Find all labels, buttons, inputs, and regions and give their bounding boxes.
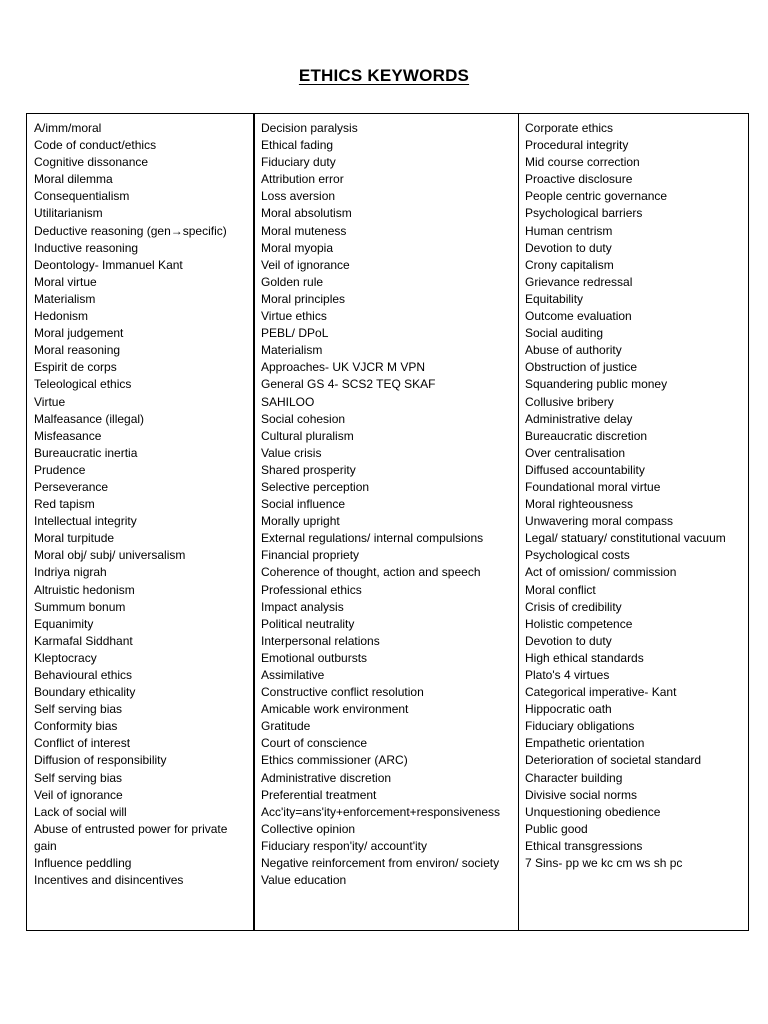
keyword-item: Outcome evaluation (525, 309, 632, 324)
keyword-item: Political neutrality (261, 616, 355, 631)
keyword-item: Foundational moral virtue (525, 479, 661, 494)
keyword-item: Unwavering moral compass (525, 514, 674, 529)
keyword-item: Impact analysis (261, 599, 344, 614)
keyword-item: Moral muteness (261, 223, 347, 238)
keyword-item: Golden rule (261, 274, 324, 289)
keyword-item: Proactive disclosure (525, 172, 633, 187)
keywords-list-3 (525, 120, 748, 872)
keyword-item: Obstruction of justice (525, 360, 638, 375)
keyword-item: Karmafal Siddhant (34, 633, 133, 648)
keyword-item: Collusive bribery (525, 394, 614, 409)
keyword-item: Character building (525, 770, 623, 785)
keyword-item: Professional ethics (261, 582, 362, 597)
keyword-item: Fiduciary obligations (525, 719, 635, 734)
keyword-item: External regulations/ internal compulsions (261, 531, 484, 546)
keyword-item: Public good (525, 821, 588, 836)
keyword-item: Misfeasance (34, 428, 102, 443)
keyword-item: Devotion to duty (525, 240, 612, 255)
keyword-item: Devotion to duty (525, 633, 612, 648)
keyword-item: Unquestioning obedience (525, 804, 661, 819)
keyword-item: Consequentialism (34, 189, 130, 204)
keyword-item: SAHILOO (261, 394, 315, 409)
keyword-item: Moral obj/ subj/ universalism (34, 548, 186, 563)
keyword-item: Equanimity (34, 616, 94, 631)
keyword-item: Hedonism (34, 309, 89, 324)
keyword-item: A/imm/moral (34, 121, 102, 135)
keyword-item: Espirit de corps (34, 360, 117, 375)
keyword-item: Bureaucratic inertia (34, 445, 138, 460)
keyword-item: People centric governance (525, 189, 668, 204)
keyword-item: Red tapism (34, 497, 95, 512)
keyword-item: Grievance redressal (525, 274, 633, 289)
page-title: ETHICS KEYWORDS (298, 66, 470, 85)
keyword-item: Moral myopia (261, 240, 334, 255)
keyword-item: Social influence (261, 497, 346, 512)
keyword-item: Bureaucratic discretion (525, 428, 648, 443)
keyword-item: Preferential treatment (261, 787, 377, 802)
keyword-item: Moral judgement (34, 326, 124, 341)
keyword-item: Code of conduct/ethics (34, 138, 157, 153)
keyword-item: Administrative discretion (261, 770, 392, 785)
keyword-item: Legal/ statuary/ constitutional vacuum (525, 531, 726, 546)
keywords-list-2 (261, 120, 518, 889)
keyword-item: Moral virtue (34, 274, 97, 289)
keyword-item: Court of conscience (261, 736, 368, 751)
keyword-item: Veil of ignorance (261, 257, 350, 272)
keyword-item: Cognitive dissonance (34, 155, 149, 170)
keyword-item: Morally upright (261, 514, 340, 529)
keyword-item: Cultural pluralism (261, 428, 354, 443)
keyword-item: Social auditing (525, 326, 604, 341)
keyword-item: Incentives and disincentives (34, 873, 184, 888)
keyword-item: Ethical transgressions (525, 838, 643, 853)
keyword-item: Social cohesion (261, 411, 346, 426)
keyword-item: Diffusion of responsibility (34, 753, 167, 768)
keyword-item: Influence peddling (34, 856, 132, 871)
keyword-item: Value crisis (261, 445, 322, 460)
keyword-item: Self serving bias (34, 770, 123, 785)
keyword-item: Malfeasance (illegal) (34, 411, 145, 426)
keyword-item: High ethical standards (525, 650, 644, 665)
keyword-item: General GS 4- SCS2 TEQ SKAF (261, 377, 436, 392)
keyword-item: Inductive reasoning (34, 240, 139, 255)
keyword-item: Divisive social norms (525, 787, 638, 802)
keyword-item: Plato's 4 virtues (525, 668, 610, 682)
keyword-item: Acc'ity=ans'ity+enforcement+responsiveness (261, 804, 501, 819)
keyword-item: Moral dilemma (34, 172, 113, 187)
keyword-item: Altruistic hedonism (34, 582, 135, 597)
keyword-item: Moral reasoning (34, 343, 121, 358)
keyword-item: Boundary ethicality (34, 685, 136, 700)
keyword-item: 7 Sins- pp we kc cm ws sh pc (525, 856, 683, 871)
keyword-item: Teleological ethics (34, 377, 132, 392)
keyword-item: Moral absolutism (261, 206, 352, 221)
keyword-item: Psychological barriers (525, 206, 643, 221)
keyword-item: Behavioural ethics (34, 668, 133, 682)
keyword-item: Value education (261, 873, 347, 888)
keyword-item: Psychological costs (525, 548, 630, 563)
keywords-list-1 (34, 120, 253, 889)
keyword-item: Hippocratic oath (525, 702, 612, 717)
keyword-item: Loss aversion (261, 189, 336, 204)
keyword-item: Materialism (261, 343, 323, 358)
keyword-item: Prudence (34, 462, 86, 477)
keyword-item: Approaches- UK VJCR M VPN (261, 360, 426, 375)
keyword-item: Financial propriety (261, 548, 360, 563)
keyword-item: Moral turpitude (34, 531, 115, 546)
keyword-item: Human centrism (525, 223, 613, 238)
keyword-item: Crisis of credibility (525, 599, 622, 614)
keyword-item: Abuse of entrusted power for private gain (34, 821, 228, 853)
keyword-item: Moral righteousness (525, 497, 634, 512)
keyword-item: Attribution error (261, 172, 344, 187)
keyword-item: Interpersonal relations (261, 633, 380, 648)
keyword-item: Equitability (525, 291, 584, 306)
keyword-item: Fiduciary respon'ity/ account'ity (261, 838, 427, 853)
keyword-item: Over centralisation (525, 445, 626, 460)
keyword-item: Materialism (34, 291, 96, 306)
keyword-item: Mid course correction (525, 155, 640, 170)
keywords-column-3 (519, 114, 748, 930)
keyword-item: Lack of social will (34, 804, 127, 819)
keyword-item: Gratitude (261, 719, 311, 734)
keyword-item: Moral principles (261, 291, 346, 306)
keyword-item: Administrative delay (525, 411, 633, 426)
keyword-item: Perseverance (34, 479, 109, 494)
keyword-item: Constructive conflict resolution (261, 685, 424, 700)
keyword-item: Conformity bias (34, 719, 118, 734)
keywords-column-1 (27, 114, 255, 930)
keyword-item: Ethical fading (261, 138, 334, 153)
keyword-item: Corporate ethics (525, 121, 614, 135)
keyword-item: Moral conflict (525, 582, 596, 597)
keyword-item: Deductive reasoning (gen→specific) (34, 223, 227, 238)
keyword-item: Coherence of thought, action and speech (261, 565, 481, 580)
keyword-item: Empathetic orientation (525, 736, 645, 751)
keyword-item: Crony capitalism (525, 257, 614, 272)
keyword-item: Intellectual integrity (34, 514, 137, 529)
keyword-item: Procedural integrity (525, 138, 629, 153)
keyword-item: Utilitarianism (34, 206, 103, 221)
keyword-item: Act of omission/ commission (525, 565, 677, 580)
keyword-item: Indriya nigrah (34, 565, 107, 580)
keyword-item: PEBL/ DPoL (261, 326, 329, 341)
keyword-item: Negative reinforcement from environ/ society (261, 856, 500, 871)
keywords-table (26, 113, 749, 931)
keyword-item: Emotional outbursts (261, 650, 368, 665)
keyword-item: Ethics commissioner (ARC) (261, 753, 408, 768)
keyword-item: Selective perception (261, 479, 370, 494)
keyword-item: Summum bonum (34, 599, 126, 614)
keyword-item: Self serving bias (34, 702, 123, 717)
keyword-item: Kleptocracy (34, 650, 97, 665)
keyword-item: Squandering public money (525, 377, 668, 392)
keyword-item: Holistic competence (525, 616, 633, 631)
keyword-item: Categorical imperative- Kant (525, 685, 677, 700)
keyword-item: Diffused accountability (525, 462, 645, 477)
keyword-item: Abuse of authority (525, 343, 622, 358)
keyword-item: Deontology- Immanuel Kant (34, 257, 183, 272)
keyword-item: Decision paralysis (261, 121, 358, 135)
keyword-item: Virtue (34, 394, 66, 409)
keyword-item: Deterioration of societal standard (525, 753, 702, 768)
keywords-column-2 (255, 114, 519, 930)
keyword-item: Virtue ethics (261, 309, 327, 324)
keyword-item: Veil of ignorance (34, 787, 123, 802)
keyword-item: Conflict of interest (34, 736, 131, 751)
keyword-item: Shared prosperity (261, 462, 356, 477)
keyword-item: Amicable work environment (261, 702, 409, 717)
keyword-item: Assimilative (261, 668, 325, 682)
keyword-item: Fiduciary duty (261, 155, 336, 170)
keyword-item: Collective opinion (261, 821, 356, 836)
